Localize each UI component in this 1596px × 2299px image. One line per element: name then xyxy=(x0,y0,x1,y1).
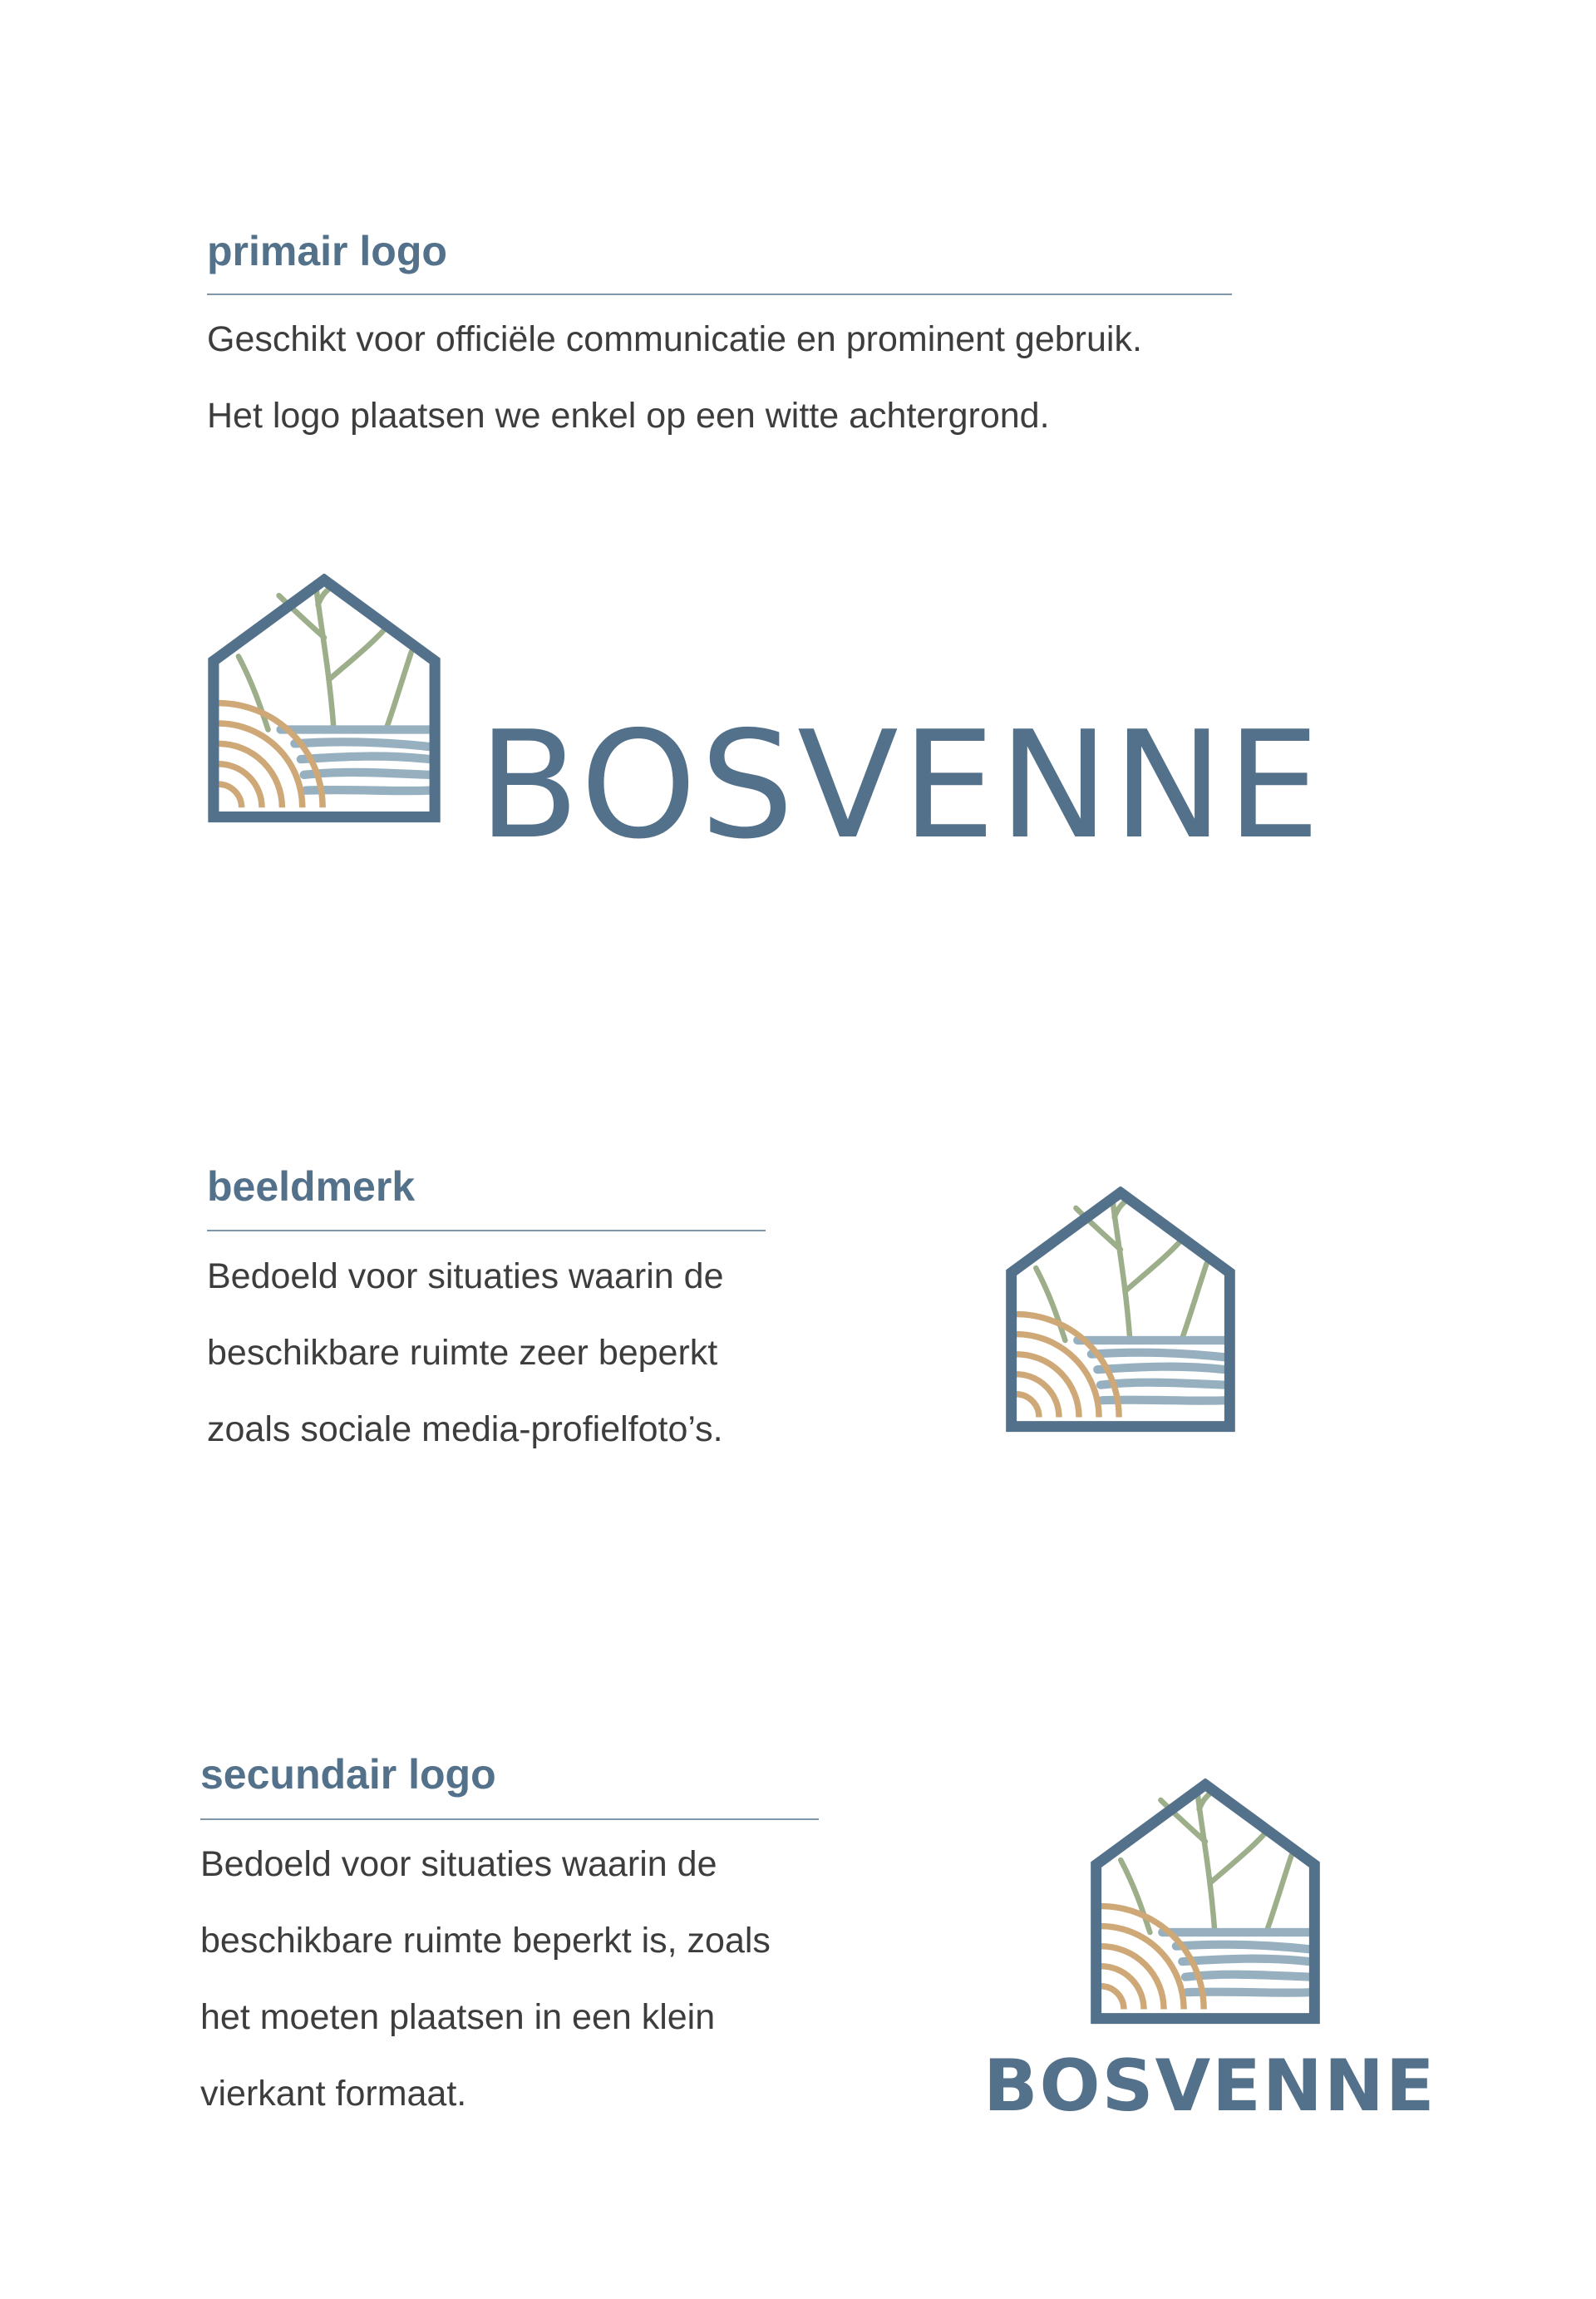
secondary-logo-description-line: beschikbare ruimte beperkt is, zoals xyxy=(200,1921,771,1961)
brand-mark-house-icon xyxy=(1003,1187,1238,1433)
secondary-logo-heading: secundair logo xyxy=(200,1751,496,1798)
primary-logo-description-line: Het logo plaatsen we enkel op een witte achtergrond. xyxy=(207,396,1050,436)
secondary-logo-divider xyxy=(200,1818,819,1820)
secondary-logo-house-icon xyxy=(1086,1779,1324,2025)
brand-mark-heading: beeldmerk xyxy=(207,1163,416,1210)
primary-logo-description-line: Geschikt voor officiële communicatie en prominent gebruik. xyxy=(207,319,1142,359)
brand-mark-description-line: beschikbare ruimte zeer beperkt xyxy=(207,1333,718,1373)
secondary-logo-description-line: het moeten plaatsen in een klein xyxy=(200,1997,716,2037)
primary-logo-house-icon xyxy=(205,574,443,823)
brand-mark-description-line: Bedoeld voor situaties waarin de xyxy=(207,1256,724,1296)
primary-logo-divider xyxy=(207,294,1232,295)
primary-logo-wordmark: BOSVENNE xyxy=(478,699,1324,871)
secondary-logo-wordmark: BOSVENNE xyxy=(983,2045,1436,2128)
primary-logo-heading: primair logo xyxy=(207,228,447,274)
brand-mark-description-line: zoals sociale media-profielfoto’s. xyxy=(207,1409,723,1449)
brand-mark-divider xyxy=(207,1230,766,1231)
secondary-logo-description-line: vierkant formaat. xyxy=(200,2074,467,2114)
secondary-logo-description-line: Bedoeld voor situaties waarin de xyxy=(200,1844,717,1884)
